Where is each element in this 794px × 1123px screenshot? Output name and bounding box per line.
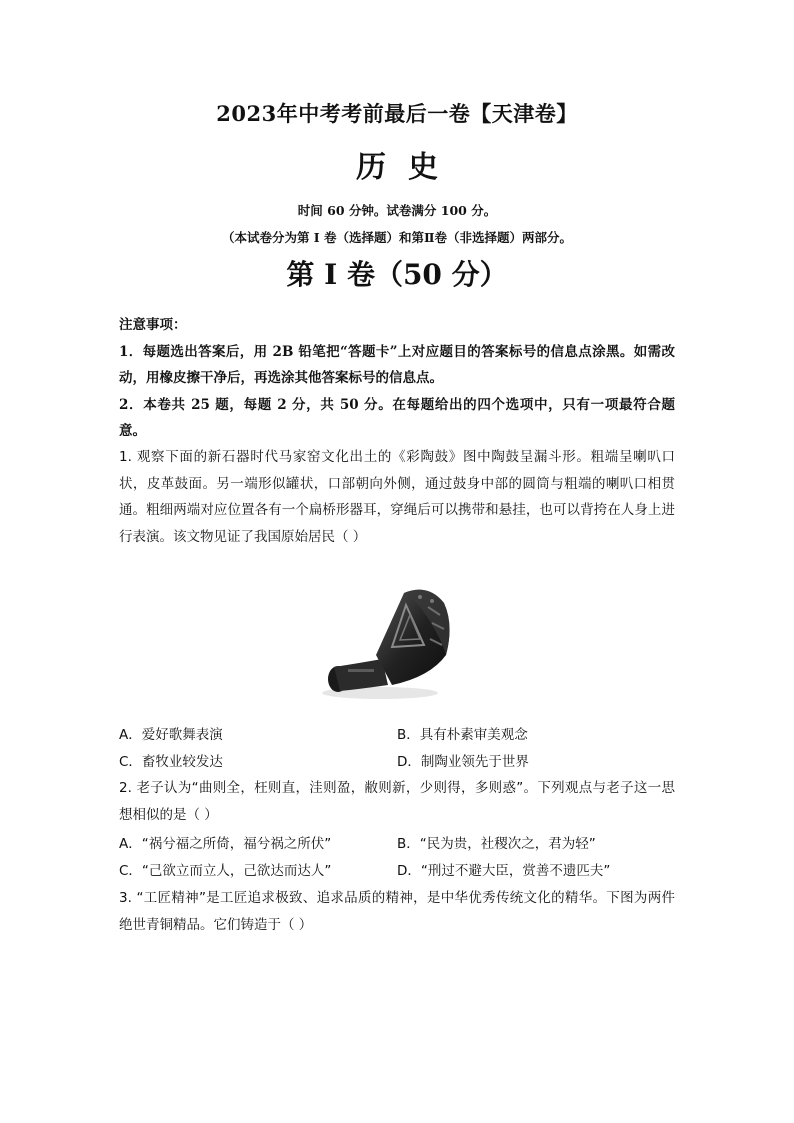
question-2-options [119, 831, 675, 884]
subject-title: 历史 [356, 150, 460, 185]
option-b[interactable]: B．具有朴素审美观念 [397, 727, 528, 743]
question-text: 1. 观察下面的新石器时代马家窑文化出土的《彩陶鼓》图中陶鼓呈漏斗形。粗端呈喇叭口状，皮革鼓面。另一端形似罐状，口部朝向外侧，通过鼓身中部的圆筒与粗端的喇叭口相贯通。粗细两端对应位置各有一个扁桥形器耳，穿绳后可以携带和悬挂，也可以背挎在人身上进行表演。该文物见证了我国原始居民（ ） [119, 449, 675, 545]
exam-title: 2023年中考考前最后一卷【天津卷】 [216, 101, 578, 126]
option-a[interactable]: A．爱好歌舞表演 [119, 727, 223, 743]
part-title: 第 I 卷（50 分） [286, 258, 508, 291]
painted-pottery-drum-image [320, 585, 452, 705]
time-info: 时间 60 分钟。试卷满分 100 分。 [297, 203, 497, 218]
notes-item: 1．每题选出答案后，用 2B 铅笔把“答题卡”上对应题目的答案标号的信息点涂黑。如需改动，用橡皮擦干净后，再选涂其他答案标号的信息点。 [119, 343, 675, 386]
question-3-stem [119, 885, 675, 938]
notes-heading: 注意事项： [119, 317, 187, 333]
option-b[interactable]: B．“民为贵，社稷次之，君为轻” [397, 836, 596, 852]
option-a[interactable]: A．“祸兮福之所倚，福兮祸之所伏” [119, 836, 332, 852]
question-1-stem [119, 444, 675, 550]
notes-section [119, 312, 675, 445]
question-2-stem [119, 775, 675, 828]
option-c[interactable]: C．“己欲立而立人，己欲达而达人” [119, 862, 332, 879]
question-1-options [119, 722, 675, 775]
option-d[interactable]: D．“刑过不避大臣，赏善不遗匹夫” [397, 862, 611, 879]
structure-info: （本试卷分为第 I 卷（选择题）和第Ⅱ卷（非选择题）两部分。 [221, 230, 573, 245]
notes-item: 2．本卷共 25 题，每题 2 分，共 50 分。在每题给出的四个选项中，只有一项最符合题意。 [119, 396, 675, 439]
option-d[interactable]: D．制陶业领先于世界 [397, 753, 529, 770]
option-c[interactable]: C．畜牧业较发达 [119, 753, 223, 770]
question-text: 3. “工匠精神”是工匠追求极致、追求品质的精神，是中华优秀传统文化的精华。下图为两件绝世青铜精品。它们铸造于（ ） [119, 890, 675, 933]
question-text: 2. 老子认为“曲则全，枉则直，洼则盈，敝则新，少则得，多则惑”。下列观点与老子这一思想相似的是（ ） [119, 780, 675, 823]
